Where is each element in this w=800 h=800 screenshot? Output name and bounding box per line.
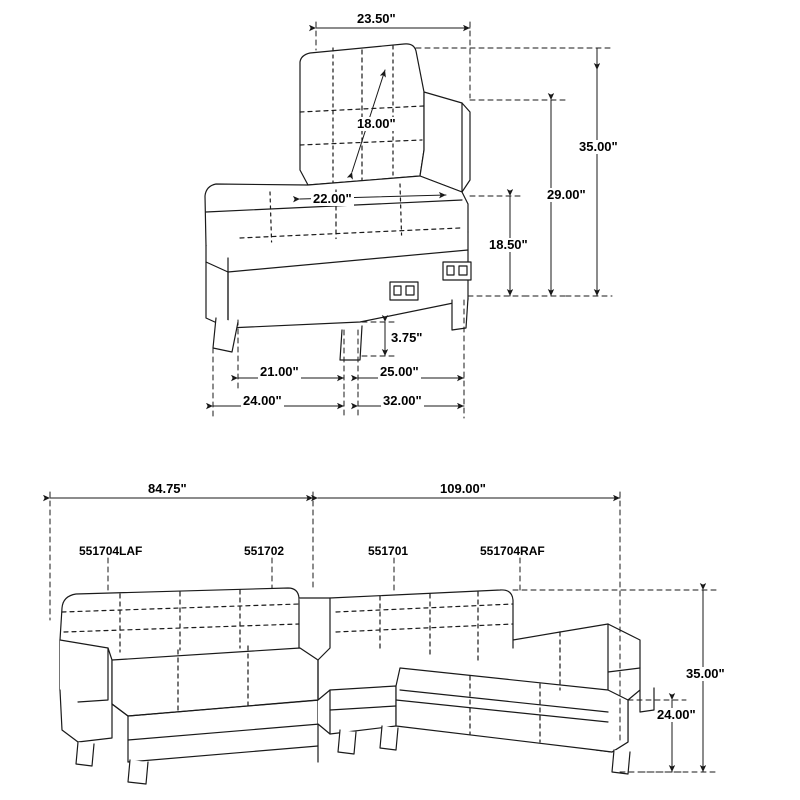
dim-sectional-seat-back-height: 24.00" xyxy=(657,707,696,722)
dim-right-span: 109.00" xyxy=(440,481,486,496)
part-number-laf: 551704LAF xyxy=(79,544,143,558)
dim-base-width-left: 21.00" xyxy=(260,364,299,379)
dim-overall-width-left: 24.00" xyxy=(243,393,282,408)
dim-seat-height: 18.50" xyxy=(489,237,528,252)
dim-seat-depth: 22.00" xyxy=(313,191,352,206)
dim-left-span: 84.75" xyxy=(148,481,187,496)
dim-overall-height: 35.00" xyxy=(579,139,618,154)
dim-base-width-right: 25.00" xyxy=(380,364,419,379)
part-number-armless: 551701 xyxy=(368,544,409,558)
part-number-corner: 551702 xyxy=(244,544,285,558)
dim-seat-back-height: 18.00" xyxy=(357,116,396,131)
dim-leg-height: 3.75" xyxy=(391,330,423,345)
dim-sectional-overall-height: 35.00" xyxy=(686,666,725,681)
dim-back-height: 29.00" xyxy=(547,187,586,202)
dim-width-top: 23.50" xyxy=(357,11,396,26)
dim-overall-width-right: 32.00" xyxy=(383,393,422,408)
part-number-raf: 551704RAF xyxy=(480,544,545,558)
